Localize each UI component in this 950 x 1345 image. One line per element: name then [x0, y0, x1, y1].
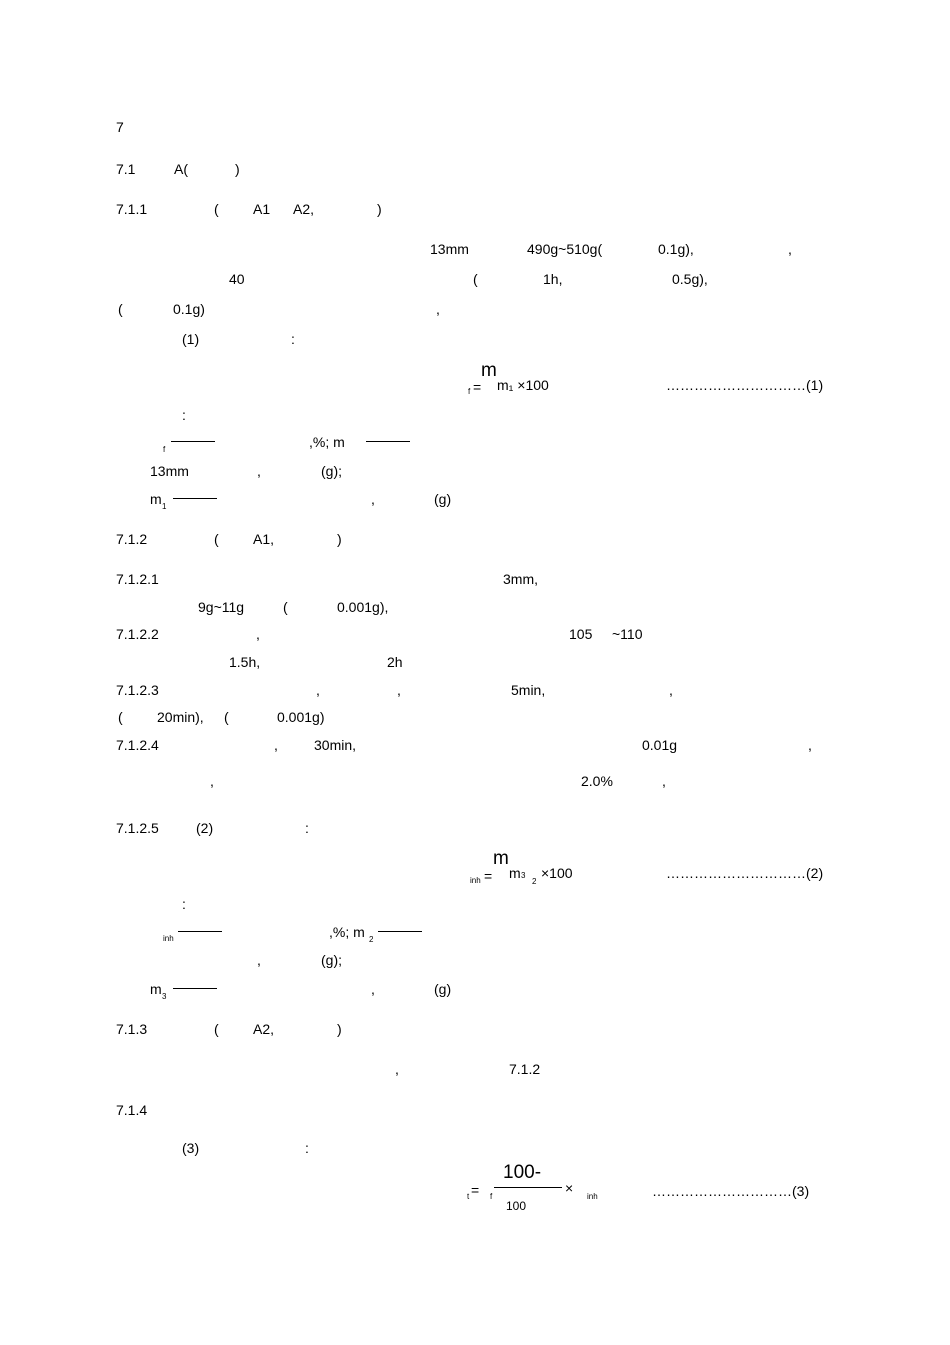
formula-2-sub-3: 3	[521, 871, 526, 880]
formula-2-body-m: m	[509, 865, 521, 881]
text-1h: 1h,	[543, 271, 563, 287]
where-1-comma: ,	[257, 463, 261, 479]
heading-7-1-2-a1: A1,	[253, 531, 275, 547]
text-paren-open: (	[473, 271, 478, 287]
item-7-1-2-2: 7.1.2.2	[116, 626, 159, 642]
heading-7-1-close: )	[235, 161, 240, 177]
text-comma-11: ,	[395, 1061, 399, 1077]
formula-2-m: m	[493, 848, 509, 869]
text-9g-11g: 9g~11g	[198, 599, 245, 615]
heading-7-1-1-open: (	[214, 201, 219, 217]
heading-7-1-method: A(	[174, 161, 188, 177]
formula-3-sub-t: t	[467, 1192, 470, 1201]
text-paren-open-2: (	[118, 301, 123, 317]
heading-7-1-number: 7.1	[116, 161, 136, 177]
text-mass-range: 490g~510g(	[527, 241, 603, 257]
text-0-1g: 0.1g)	[173, 301, 205, 317]
heading-7-1-3-number: 7.1.3	[116, 1021, 148, 1037]
where-1-dash-c	[173, 498, 217, 499]
where-1-m1-sub: 1	[162, 502, 167, 511]
text-5min: 5min,	[511, 682, 546, 698]
formula-2-equals: =	[484, 868, 493, 884]
where-1-m1: m	[150, 491, 162, 507]
where-1-colon: :	[182, 407, 186, 423]
text-ref-7-1-2: 7.1.2	[509, 1061, 541, 1077]
where-2-unit-2: (g)	[434, 981, 452, 997]
item-7-1-2-3: 7.1.2.3	[116, 682, 159, 698]
text-20min: 20min),	[157, 709, 204, 725]
text-comma-7: ,	[274, 737, 278, 753]
formula-1-dots: …………………………(1)	[666, 377, 824, 393]
text-colon: :	[291, 331, 295, 347]
where-2-comma-2: ,	[371, 981, 375, 997]
formula-2-sub-inh: inh	[470, 876, 481, 885]
text-comma-2: ,	[436, 301, 440, 317]
heading-7-1-1-close: )	[377, 201, 382, 217]
formula-2-dots: …………………………(2)	[666, 865, 824, 881]
where-1-dash-a	[171, 441, 215, 442]
formula-3-dots: …………………………(3)	[652, 1183, 810, 1199]
text-paren-open-3: (	[283, 599, 288, 615]
text-2-0-percent: 2.0%	[581, 773, 613, 789]
text-colon-3: :	[305, 1140, 309, 1156]
text-105: 105	[569, 626, 593, 642]
text-0-001g-2: 0.001g)	[277, 709, 325, 725]
where-1-13mm: 13mm	[150, 463, 189, 479]
text-colon-2: :	[305, 820, 309, 836]
equation-ref-3: (3)	[182, 1140, 200, 1156]
where-2-colon: :	[182, 896, 186, 912]
item-7-1-2-4: 7.1.2.4	[116, 737, 159, 753]
text-precision: 0.1g),	[658, 241, 694, 257]
text-2h: 2h	[387, 654, 403, 670]
formula-1-body: m₁ ×100	[497, 377, 549, 393]
text-40: 40	[229, 271, 245, 287]
where-1-dash-b	[366, 441, 410, 442]
text-comma-10: ,	[662, 773, 666, 789]
text-comma-9: ,	[210, 773, 214, 789]
heading-7-1-1-a2: A2,	[293, 201, 315, 217]
heading-7-1-1-number: 7.1.1	[116, 201, 148, 217]
formula-2-sub-2: 2	[532, 877, 537, 886]
where-2-m2-sub: 2	[369, 935, 374, 944]
where-2-comma: ,	[257, 952, 261, 968]
formula-1-equals: =	[473, 379, 482, 395]
heading-7-1-4-number: 7.1.4	[116, 1102, 148, 1118]
text-comma: ,	[788, 241, 792, 257]
text-3mm: 3mm,	[503, 571, 538, 587]
heading-7-1-3-close: )	[337, 1021, 342, 1037]
heading-7-1-3-a2: A2,	[253, 1021, 275, 1037]
where-2-dash-a	[178, 931, 222, 932]
formula-3-sub-f: f	[490, 1192, 493, 1201]
heading-7-1-1-a1: A1	[253, 201, 271, 217]
heading-7-1-2-open: (	[214, 531, 219, 547]
where-2-sub-inh: inh	[163, 934, 174, 943]
text-110: ~110	[612, 626, 643, 642]
where-2-pct-m: ,%; m	[329, 924, 365, 940]
text-30min: 30min,	[314, 737, 357, 753]
formula-3-denominator: 100	[506, 1199, 527, 1213]
text-comma-4: ,	[316, 682, 320, 698]
text-0-01g: 0.01g	[642, 737, 678, 753]
section-number: 7	[116, 119, 124, 135]
text-0-5g: 0.5g),	[672, 271, 708, 287]
text-comma-5: ,	[397, 682, 401, 698]
text-comma-6: ,	[669, 682, 673, 698]
where-2-m3: m	[150, 981, 162, 997]
where-2-unit: (g);	[321, 952, 342, 968]
formula-3-times: ×	[565, 1180, 574, 1196]
formula-3-fraction-bar	[494, 1187, 562, 1188]
where-1-comma-2: ,	[371, 491, 375, 507]
text-1-5h: 1.5h,	[229, 654, 261, 670]
where-1-unit-2: (g)	[434, 491, 452, 507]
heading-7-1-2-close: )	[337, 531, 342, 547]
where-1-sub-f: f	[163, 445, 166, 454]
formula-1-m: m	[481, 360, 497, 381]
where-2-m3-sub: 3	[162, 992, 167, 1001]
where-2-dash-b	[378, 931, 422, 932]
item-7-1-2-5: 7.1.2.5	[116, 820, 159, 836]
equation-ref-1: (1)	[182, 331, 200, 347]
text-paren-open-4: (	[118, 709, 123, 725]
text-paren-open-5: (	[224, 709, 229, 725]
where-1-pct-m: ,%; m	[309, 434, 345, 450]
text-0-001g: 0.001g),	[337, 599, 389, 615]
formula-3-equals: =	[471, 1182, 480, 1198]
item-7-1-2-1: 7.1.2.1	[116, 571, 159, 587]
formula-3-sub-inh: inh	[587, 1192, 598, 1201]
heading-7-1-3-open: (	[214, 1021, 219, 1037]
equation-ref-2: (2)	[196, 820, 214, 836]
text-comma-8: ,	[808, 737, 812, 753]
text-13mm: 13mm	[430, 241, 469, 257]
formula-1-sub-f: f	[468, 387, 471, 396]
formula-3-numerator: 100-	[503, 1162, 542, 1183]
where-1-unit: (g);	[321, 463, 342, 479]
text-comma-3: ,	[256, 626, 260, 642]
heading-7-1-2-number: 7.1.2	[116, 531, 148, 547]
where-2-dash-c	[173, 988, 217, 989]
formula-2-body-rest: ×100	[541, 865, 573, 881]
